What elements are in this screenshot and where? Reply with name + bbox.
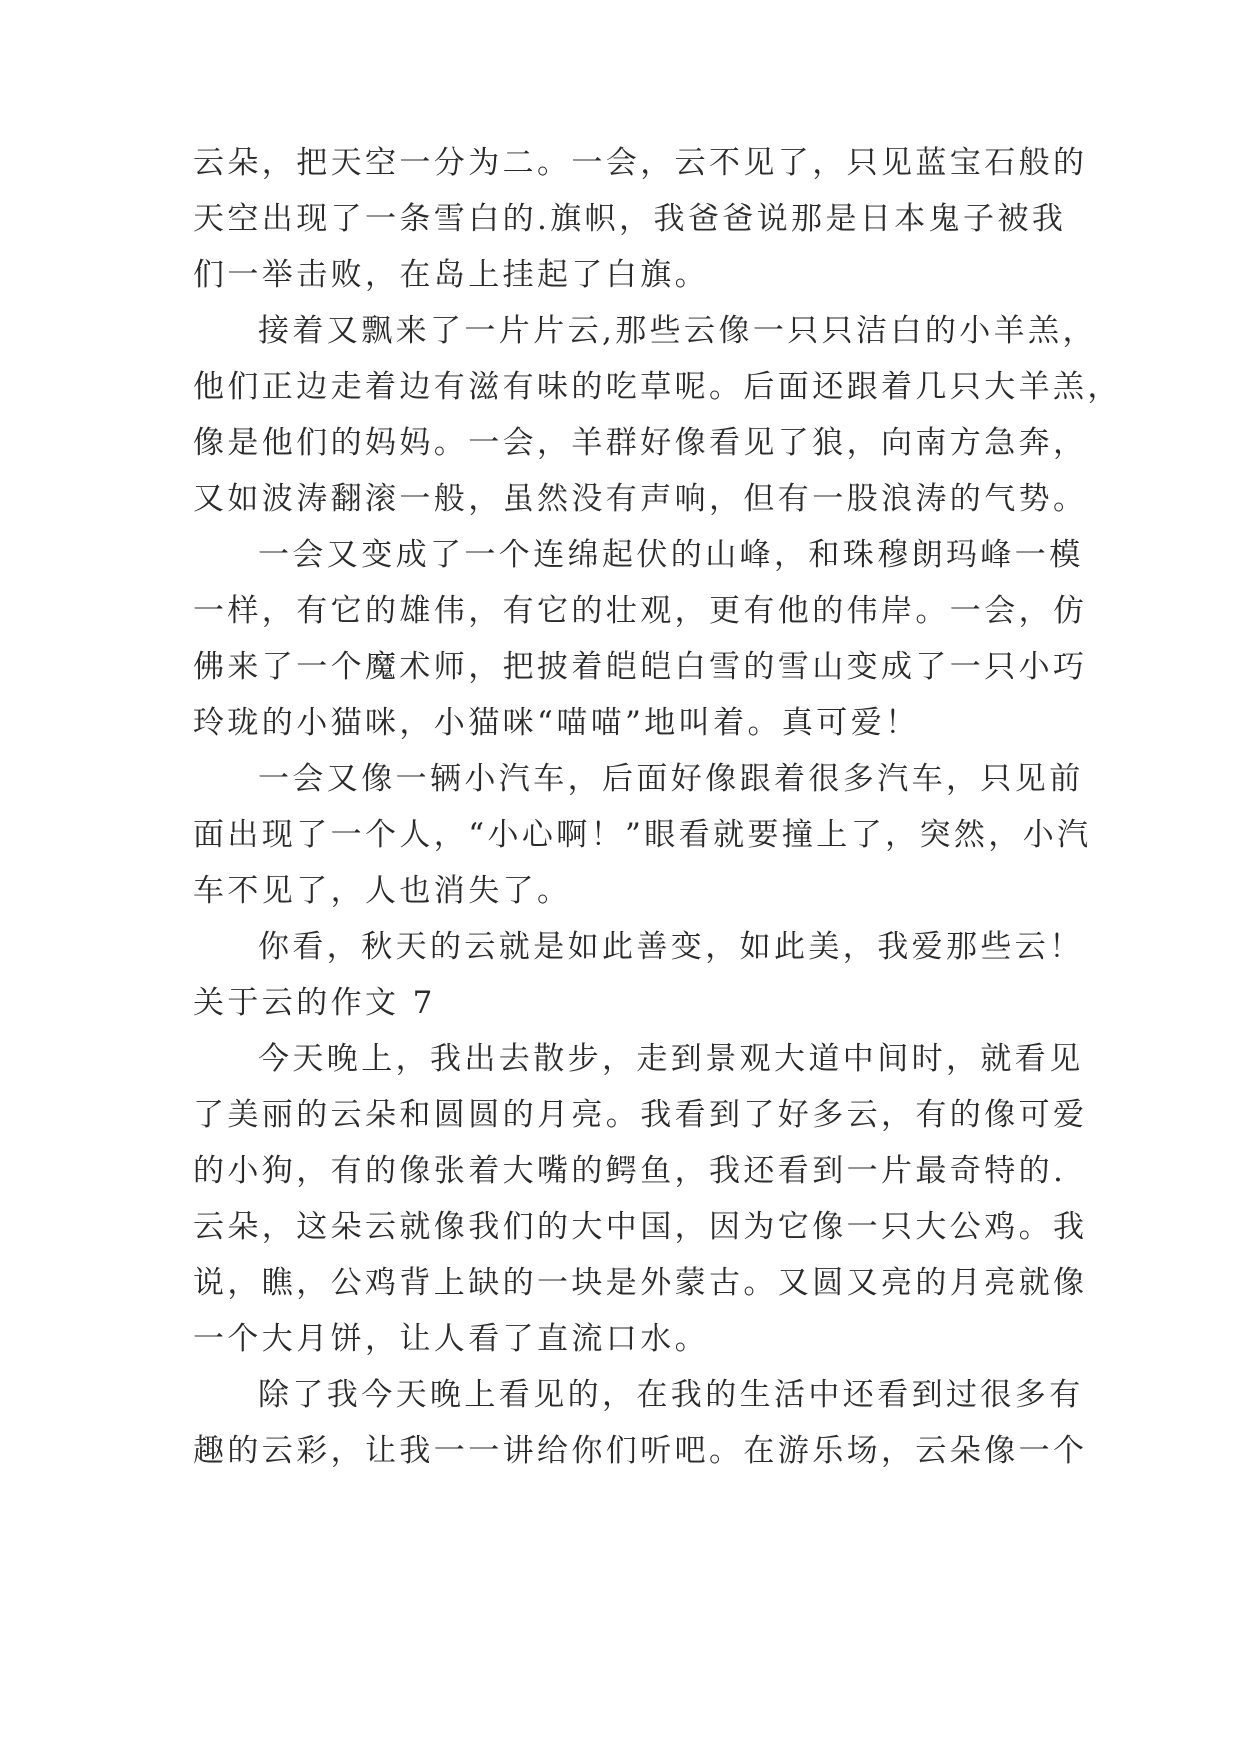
paragraph-start-line: 一会又像一辆小汽车，后面好像跟着很多汽车，只见前 xyxy=(258,761,1084,797)
text-line: 们一举击败，在岛上挂起了白旗。 xyxy=(193,257,709,293)
text-line: 的小狗，有的像张着大嘴的鳄鱼，我还看到一片最奇特的. xyxy=(193,1153,1067,1189)
text-line: 说，瞧，公鸡背上缺的一块是外蒙古。又圆又亮的月亮就像 xyxy=(193,1265,1088,1301)
paragraph-start-line: 你看，秋天的云就是如此善变，如此美，我爱那些云！ xyxy=(258,929,1084,965)
text-line: 佛来了一个魔术师，把披着皑皑白雪的雪山变成了一只小巧 xyxy=(193,649,1088,685)
paragraph-start-line: 接着又飘来了一片片云,那些云像一只只洁白的小羊羔， xyxy=(258,313,1097,349)
paragraph-start-line: 今天晚上，我出去散步，走到景观大道中间时，就看见 xyxy=(258,1041,1084,1077)
text-line: 他们正边走着边有滋有味的吃草呢。后面还跟着几只大羊羔， xyxy=(193,369,1122,405)
text-line: 云朵，把天空一分为二。一会，云不见了，只见蓝宝石般的 xyxy=(193,145,1088,181)
text-line: 一个大月饼，让人看了直流口水。 xyxy=(193,1321,709,1357)
text-line: 又如波涛翻滚一般，虽然没有声响，但有一股浪涛的气势。 xyxy=(193,481,1088,517)
text-line: 玲珑的小猫咪，小猫咪“喵喵”地叫着。真可爱！ xyxy=(193,705,920,741)
paragraph-start-line: 除了我今天晚上看见的，在我的生活中还看到过很多有 xyxy=(258,1377,1084,1413)
text-line: 了美丽的云朵和圆圆的月亮。我看到了好多云，有的像可爱 xyxy=(193,1097,1088,1133)
text-line: 天空出现了一条雪白的.旗帜，我爸爸说那是日本鬼子被我 xyxy=(193,201,1067,237)
text-line: 一样，有它的雄伟，有它的壮观，更有他的伟岸。一会，仿 xyxy=(193,593,1088,629)
section-heading: 关于云的作文 7 xyxy=(193,985,436,1021)
text-line: 像是他们的妈妈。一会，羊群好像看见了狼，向南方急奔， xyxy=(193,425,1088,461)
text-line: 趣的云彩，让我一一讲给你们听吧。在游乐场，云朵像一个 xyxy=(193,1433,1088,1469)
text-line: 车不见了，人也消失了。 xyxy=(193,873,572,909)
paragraph-start-line: 一会又变成了一个连绵起伏的山峰，和珠穆朗玛峰一模 xyxy=(258,537,1084,573)
text-line: 面出现了一个人，“小心啊！”眼看就要撞上了，突然，小汽 xyxy=(193,817,1092,853)
text-line: 云朵，这朵云就像我们的大中国，因为它像一只大公鸡。我 xyxy=(193,1209,1088,1245)
